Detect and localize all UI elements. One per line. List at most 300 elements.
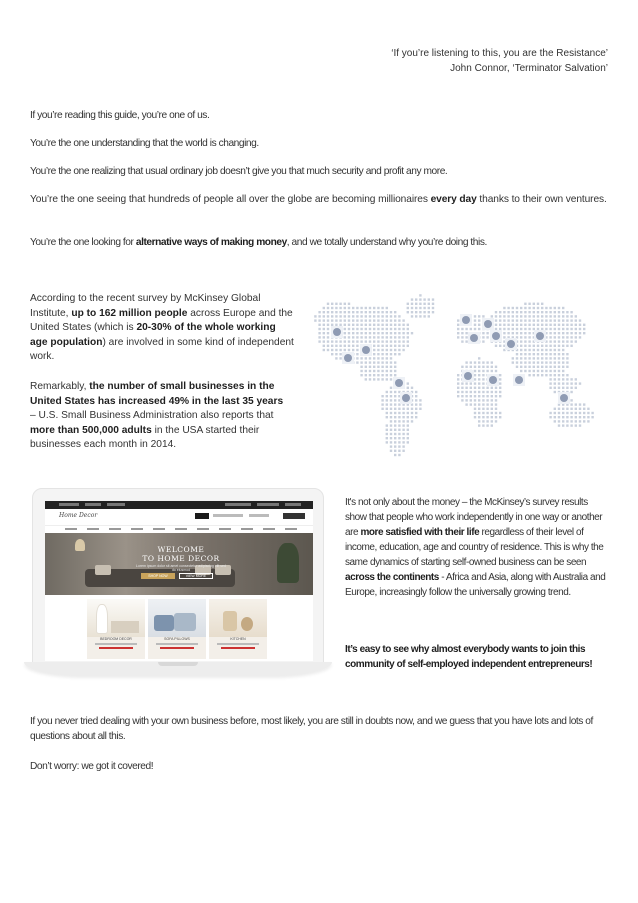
map-dot bbox=[386, 349, 388, 351]
map-dot bbox=[381, 345, 383, 347]
map-dot bbox=[465, 403, 467, 405]
map-dot bbox=[524, 357, 526, 359]
map-dot bbox=[369, 366, 371, 368]
map-dot bbox=[478, 382, 480, 384]
map-dot bbox=[482, 403, 484, 405]
map-dot bbox=[390, 408, 392, 410]
map-dot bbox=[394, 324, 396, 326]
map-dot bbox=[348, 319, 350, 321]
map-dot bbox=[365, 378, 367, 380]
map-dot bbox=[394, 395, 396, 397]
survey-1-a: According to the recent survey by McKinsey Global Institute, bbox=[30, 293, 261, 319]
map-dot bbox=[566, 336, 568, 338]
map-dot bbox=[482, 399, 484, 401]
map-dot bbox=[356, 332, 358, 334]
map-dot bbox=[390, 429, 392, 431]
map-dot bbox=[541, 357, 543, 359]
map-dot bbox=[486, 420, 488, 422]
map-dot bbox=[398, 349, 400, 351]
map-dot bbox=[423, 315, 425, 317]
map-dot bbox=[486, 412, 488, 414]
map-dot bbox=[558, 424, 560, 426]
map-dot bbox=[575, 412, 577, 414]
map-dot bbox=[495, 315, 497, 317]
map-dot bbox=[377, 357, 379, 359]
map-dot bbox=[562, 328, 564, 330]
map-dot bbox=[541, 303, 543, 305]
map-dot bbox=[373, 357, 375, 359]
map-dot bbox=[549, 340, 551, 342]
map-dot bbox=[579, 408, 581, 410]
map-dot bbox=[482, 336, 484, 338]
map-dot bbox=[411, 387, 413, 389]
map-dot bbox=[390, 391, 392, 393]
map-dot bbox=[390, 315, 392, 317]
community-bold: It’s easy to see why almost everybody wants to join this community of self-employed independent entrepreneurs! bbox=[345, 644, 593, 670]
map-dot bbox=[579, 420, 581, 422]
map-dot bbox=[352, 319, 354, 321]
map-dot bbox=[495, 416, 497, 418]
map-dot bbox=[331, 353, 333, 355]
map-dot bbox=[394, 336, 396, 338]
map-dot bbox=[570, 378, 572, 380]
map-dot bbox=[423, 303, 425, 305]
map-dot bbox=[373, 332, 375, 334]
map-dot bbox=[432, 311, 434, 313]
map-dot bbox=[365, 319, 367, 321]
map-dot bbox=[402, 429, 404, 431]
map-dot bbox=[495, 420, 497, 422]
map-dot bbox=[486, 366, 488, 368]
map-dot bbox=[318, 328, 320, 330]
map-dot bbox=[461, 382, 463, 384]
category-tile bbox=[209, 599, 267, 659]
map-dot bbox=[562, 378, 564, 380]
map-dot bbox=[461, 328, 463, 330]
map-dot bbox=[482, 340, 484, 342]
map-dot bbox=[356, 349, 358, 351]
mckinsey-text bbox=[345, 495, 610, 600]
mckinsey-bold-a: more satisfied with their life bbox=[360, 527, 480, 538]
map-dot bbox=[482, 361, 484, 363]
map-dot bbox=[411, 298, 413, 300]
map-dot bbox=[323, 340, 325, 342]
map-dot bbox=[331, 315, 333, 317]
map-dot bbox=[570, 387, 572, 389]
map-dot bbox=[579, 424, 581, 426]
map-dot bbox=[474, 315, 476, 317]
map-dot bbox=[495, 366, 497, 368]
map-dot bbox=[558, 340, 560, 342]
map-dot bbox=[339, 319, 341, 321]
map-dot bbox=[352, 307, 354, 309]
map-dot bbox=[495, 319, 497, 321]
map-dot bbox=[335, 311, 337, 313]
map-dot bbox=[478, 319, 480, 321]
map-dot bbox=[411, 332, 413, 334]
map-dot bbox=[390, 357, 392, 359]
map-dot bbox=[575, 420, 577, 422]
map-dot bbox=[491, 370, 493, 372]
map-dot bbox=[545, 349, 547, 351]
map-dot bbox=[558, 374, 560, 376]
map-dot bbox=[394, 454, 396, 456]
map-dot bbox=[394, 403, 396, 405]
outro-text-2: Don’t worry: we got it covered! bbox=[30, 761, 154, 772]
map-dot bbox=[491, 403, 493, 405]
map-dot bbox=[344, 324, 346, 326]
map-location-marker bbox=[462, 316, 470, 324]
map-dot bbox=[474, 391, 476, 393]
map-dot bbox=[549, 361, 551, 363]
map-dot bbox=[528, 340, 530, 342]
map-dot bbox=[512, 307, 514, 309]
map-dot bbox=[474, 366, 476, 368]
map-dot bbox=[486, 370, 488, 372]
map-dot bbox=[461, 336, 463, 338]
map-dot bbox=[369, 374, 371, 376]
map-dot bbox=[377, 324, 379, 326]
survey-1-bold-b: 20-30% of the whole working age population bbox=[30, 322, 276, 348]
map-dot bbox=[465, 366, 467, 368]
survey-1-bold-a: up to 162 million people bbox=[71, 307, 188, 319]
map-dot bbox=[516, 361, 518, 363]
map-dot bbox=[327, 303, 329, 305]
map-dot bbox=[474, 387, 476, 389]
map-dot bbox=[386, 378, 388, 380]
map-dot bbox=[554, 353, 556, 355]
map-dot bbox=[537, 311, 539, 313]
map-dot bbox=[549, 374, 551, 376]
map-dot bbox=[575, 332, 577, 334]
map-dot bbox=[570, 399, 572, 401]
map-dot bbox=[478, 328, 480, 330]
map-dot bbox=[495, 345, 497, 347]
survey-text-1 bbox=[30, 292, 296, 365]
map-dot bbox=[579, 319, 581, 321]
map-dot bbox=[566, 361, 568, 363]
map-dot bbox=[369, 340, 371, 342]
map-dot bbox=[495, 328, 497, 330]
map-dot bbox=[381, 370, 383, 372]
map-dot bbox=[478, 370, 480, 372]
map-dot bbox=[398, 319, 400, 321]
map-dot bbox=[533, 361, 535, 363]
map-dot bbox=[394, 332, 396, 334]
map-dot bbox=[478, 412, 480, 414]
map-dot bbox=[474, 399, 476, 401]
map-dot bbox=[516, 315, 518, 317]
map-dot bbox=[348, 307, 350, 309]
survey-paragraph-2 bbox=[30, 380, 288, 453]
map-dot bbox=[323, 336, 325, 338]
map-dot bbox=[386, 345, 388, 347]
map-dot bbox=[549, 382, 551, 384]
map-dot bbox=[478, 408, 480, 410]
map-dot bbox=[390, 412, 392, 414]
map-dot bbox=[520, 319, 522, 321]
map-dot bbox=[394, 391, 396, 393]
map-dot bbox=[474, 408, 476, 410]
map-dot bbox=[583, 324, 585, 326]
map-dot bbox=[394, 445, 396, 447]
map-dot bbox=[386, 374, 388, 376]
map-dot bbox=[394, 408, 396, 410]
map-dot bbox=[465, 391, 467, 393]
map-dot bbox=[528, 353, 530, 355]
map-dot bbox=[461, 387, 463, 389]
map-dot bbox=[524, 332, 526, 334]
map-dot bbox=[558, 357, 560, 359]
map-dot bbox=[365, 366, 367, 368]
map-dot bbox=[415, 303, 417, 305]
map-dot bbox=[512, 357, 514, 359]
map-dot bbox=[533, 307, 535, 309]
map-dot bbox=[524, 340, 526, 342]
map-dot bbox=[562, 361, 564, 363]
map-dot bbox=[478, 366, 480, 368]
map-dot bbox=[457, 387, 459, 389]
map-dot bbox=[474, 328, 476, 330]
map-dot bbox=[491, 399, 493, 401]
map-dot bbox=[562, 336, 564, 338]
epigraph-quote bbox=[208, 46, 608, 76]
map-dot bbox=[478, 420, 480, 422]
map-dot bbox=[432, 303, 434, 305]
map-dot bbox=[541, 324, 543, 326]
map-dot bbox=[583, 403, 585, 405]
map-dot bbox=[558, 349, 560, 351]
map-dot bbox=[381, 349, 383, 351]
map-dot bbox=[516, 307, 518, 309]
map-dot bbox=[352, 345, 354, 347]
map-dot bbox=[369, 361, 371, 363]
map-dot bbox=[482, 395, 484, 397]
map-dot bbox=[570, 403, 572, 405]
map-dot bbox=[554, 366, 556, 368]
map-dot bbox=[394, 361, 396, 363]
map-dot bbox=[562, 307, 564, 309]
map-dot bbox=[369, 328, 371, 330]
map-dot bbox=[360, 332, 362, 334]
map-dot bbox=[335, 315, 337, 317]
survey-1-e: ) are involved in some kind of independent work. bbox=[30, 336, 294, 362]
map-dot bbox=[381, 399, 383, 401]
map-dot bbox=[478, 391, 480, 393]
map-dot bbox=[575, 387, 577, 389]
category-tile bbox=[148, 599, 206, 659]
map-dot bbox=[495, 395, 497, 397]
map-dot bbox=[545, 315, 547, 317]
map-dot bbox=[398, 408, 400, 410]
map-dot bbox=[486, 391, 488, 393]
map-dot bbox=[335, 307, 337, 309]
map-dot bbox=[583, 408, 585, 410]
map-dot bbox=[323, 319, 325, 321]
survey-paragraph-1 bbox=[30, 292, 296, 365]
map-dot bbox=[482, 412, 484, 414]
map-dot bbox=[491, 387, 493, 389]
map-dot bbox=[549, 315, 551, 317]
map-dot bbox=[533, 303, 535, 305]
map-dot bbox=[470, 387, 472, 389]
map-dot bbox=[356, 353, 358, 355]
map-dot bbox=[524, 370, 526, 372]
map-dot bbox=[369, 370, 371, 372]
intro-5-a: You’re the one looking for bbox=[30, 237, 136, 248]
map-dot bbox=[528, 319, 530, 321]
map-dot bbox=[537, 374, 539, 376]
map-dot bbox=[554, 374, 556, 376]
map-dot bbox=[558, 412, 560, 414]
map-dot bbox=[419, 298, 421, 300]
map-dot bbox=[402, 408, 404, 410]
map-dot bbox=[398, 315, 400, 317]
map-location-marker bbox=[344, 354, 352, 362]
map-dot bbox=[323, 315, 325, 317]
map-dot bbox=[478, 424, 480, 426]
map-dot bbox=[318, 315, 320, 317]
map-dot bbox=[537, 357, 539, 359]
map-location-marker bbox=[515, 376, 523, 384]
map-dot bbox=[461, 395, 463, 397]
intro-5-bold: alternative ways of making money bbox=[135, 237, 287, 248]
map-dot bbox=[516, 319, 518, 321]
map-dot bbox=[369, 378, 371, 380]
map-dot bbox=[503, 324, 505, 326]
map-dot bbox=[554, 319, 556, 321]
map-dot bbox=[344, 311, 346, 313]
map-dot bbox=[537, 353, 539, 355]
map-dot bbox=[398, 420, 400, 422]
map-dot bbox=[549, 416, 551, 418]
map-dot bbox=[344, 340, 346, 342]
map-dot bbox=[411, 307, 413, 309]
map-dot bbox=[566, 412, 568, 414]
map-dot bbox=[377, 332, 379, 334]
map-dot bbox=[402, 332, 404, 334]
mckinsey-e: - Africa and Asia, along with Australia and Europe, increasingly follow the universally growing trend. bbox=[345, 572, 606, 598]
map-dot bbox=[386, 353, 388, 355]
map-dot bbox=[381, 378, 383, 380]
map-dot bbox=[558, 366, 560, 368]
map-dot bbox=[570, 391, 572, 393]
map-dot bbox=[570, 328, 572, 330]
map-dot bbox=[373, 378, 375, 380]
intro-text-2: You’re the one understanding that the world is changing. bbox=[30, 138, 259, 149]
map-dot bbox=[499, 416, 501, 418]
map-dot bbox=[524, 366, 526, 368]
map-dot bbox=[327, 319, 329, 321]
site-topbar bbox=[45, 501, 313, 509]
map-dot bbox=[348, 324, 350, 326]
map-dot bbox=[411, 412, 413, 414]
map-dot bbox=[373, 311, 375, 313]
map-dot bbox=[575, 324, 577, 326]
map-dot bbox=[478, 315, 480, 317]
map-dot bbox=[562, 357, 564, 359]
map-dot bbox=[360, 324, 362, 326]
map-dot bbox=[482, 391, 484, 393]
map-dot bbox=[533, 366, 535, 368]
map-dot bbox=[558, 378, 560, 380]
map-dot bbox=[419, 403, 421, 405]
map-dot bbox=[541, 311, 543, 313]
map-dot bbox=[474, 361, 476, 363]
map-dot bbox=[549, 366, 551, 368]
map-dot bbox=[558, 307, 560, 309]
map-dot bbox=[381, 361, 383, 363]
map-dot bbox=[495, 387, 497, 389]
map-dot bbox=[419, 408, 421, 410]
map-dot bbox=[499, 328, 501, 330]
map-dot bbox=[579, 412, 581, 414]
map-dot bbox=[566, 311, 568, 313]
map-dot bbox=[390, 319, 392, 321]
map-dot bbox=[432, 298, 434, 300]
map-dot bbox=[415, 403, 417, 405]
map-dot bbox=[537, 361, 539, 363]
map-dot bbox=[524, 336, 526, 338]
map-location-marker bbox=[470, 334, 478, 342]
map-dot bbox=[390, 374, 392, 376]
map-dot bbox=[570, 424, 572, 426]
map-dot bbox=[545, 370, 547, 372]
survey-2-bold-a: the number of small businesses in the United States has increased 49% in the last 35 years bbox=[30, 381, 284, 407]
map-dot bbox=[339, 353, 341, 355]
map-dot bbox=[575, 319, 577, 321]
map-dot bbox=[386, 403, 388, 405]
map-dot bbox=[381, 357, 383, 359]
map-dot bbox=[533, 374, 535, 376]
map-dot bbox=[528, 315, 530, 317]
hero-title bbox=[131, 545, 231, 563]
map-dot bbox=[537, 370, 539, 372]
map-location-marker bbox=[507, 340, 515, 348]
map-dot bbox=[386, 441, 388, 443]
map-dot bbox=[482, 370, 484, 372]
map-dot bbox=[344, 307, 346, 309]
map-dot bbox=[503, 319, 505, 321]
map-dot bbox=[428, 311, 430, 313]
map-dot bbox=[394, 353, 396, 355]
map-dot bbox=[516, 332, 518, 334]
map-dot bbox=[390, 349, 392, 351]
map-dot bbox=[373, 345, 375, 347]
map-dot bbox=[474, 395, 476, 397]
map-dot bbox=[407, 328, 409, 330]
map-dot bbox=[390, 340, 392, 342]
map-dot bbox=[579, 416, 581, 418]
map-dot bbox=[465, 399, 467, 401]
map-dot bbox=[398, 336, 400, 338]
map-dot bbox=[381, 307, 383, 309]
map-dot bbox=[394, 416, 396, 418]
map-dot bbox=[541, 319, 543, 321]
map-dot bbox=[394, 370, 396, 372]
map-dot bbox=[348, 311, 350, 313]
map-dot bbox=[369, 315, 371, 317]
map-dot bbox=[541, 353, 543, 355]
map-dot bbox=[465, 328, 467, 330]
map-dot bbox=[373, 370, 375, 372]
map-dot bbox=[486, 399, 488, 401]
map-dot bbox=[352, 336, 354, 338]
map-dot bbox=[482, 416, 484, 418]
map-dot bbox=[386, 315, 388, 317]
map-dot bbox=[365, 307, 367, 309]
map-dot bbox=[478, 416, 480, 418]
